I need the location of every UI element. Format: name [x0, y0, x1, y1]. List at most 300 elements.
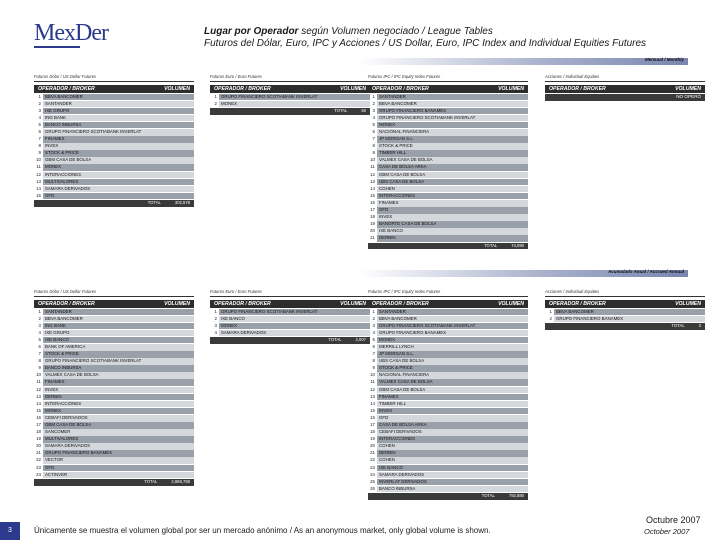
table-row — [34, 157, 194, 164]
row-rank: 12 — [36, 171, 41, 177]
page-subtitle: Futuros del Dólar, Euro, IPC y Acciones / US Dollar, Euro, IPC Index and Individual Equities Futures — [204, 38, 647, 49]
broker-name: MULTIVALORES — [43, 436, 194, 443]
title-rest: según Volumen negociado / League Tables — [298, 26, 493, 37]
row-rank: 20 — [370, 443, 375, 449]
total-label: TOTAL — [671, 323, 685, 329]
row-rank: 5 — [38, 121, 41, 127]
table-header — [545, 300, 705, 308]
table-row — [34, 136, 194, 143]
row-rank: 1 — [372, 308, 375, 314]
broker-name: GBM CASA DE BOLSA — [377, 387, 528, 394]
column-volume: VOLUMEN — [675, 301, 701, 307]
row-rank: 2 — [372, 100, 375, 106]
row-rank: 3 — [372, 107, 375, 113]
table-row — [368, 372, 528, 379]
row-rank: 16 — [36, 414, 41, 420]
column-broker: OPERADOR / BROKER — [549, 86, 606, 92]
row-rank: 1 — [214, 308, 217, 314]
table-row — [368, 330, 528, 337]
row-rank: 19 — [370, 221, 375, 227]
broker-name: ING BANK — [43, 323, 194, 330]
column-volume: VOLUMEN — [498, 301, 524, 307]
broker-name: BBVA BANCOMER — [554, 309, 705, 316]
row-rank: 18 — [36, 429, 41, 435]
broker-name: STOCK & PRICE — [377, 143, 528, 150]
page-title — [204, 26, 493, 37]
row-rank: 9 — [372, 150, 375, 156]
broker-name: IXE GRUPO — [43, 108, 194, 115]
table-row — [210, 330, 370, 337]
column-broker: OPERADOR / BROKER — [372, 301, 429, 307]
table-row — [34, 186, 194, 193]
broker-name: IXE BANCO — [219, 316, 370, 323]
row-rank: 13 — [370, 178, 375, 184]
column-volume: VOLUMEN — [164, 86, 190, 92]
broker-name: JP MORGAN S.L. — [377, 136, 528, 143]
section-band-label: Acumulado Anual / Accrued Annual — [607, 269, 684, 274]
row-rank: 7 — [372, 351, 375, 357]
broker-name: FINAMEX — [377, 200, 528, 207]
row-rank: 11 — [36, 164, 41, 170]
league-table-panel — [34, 289, 194, 486]
row-rank: 3 — [38, 322, 41, 328]
row-rank: 3 — [38, 107, 41, 113]
total-value: 302,578 — [174, 200, 190, 206]
broker-name: SANTANDER — [377, 94, 528, 101]
row-rank: 1 — [38, 308, 41, 314]
panel-title: Futuros IPC / IPC Equity Index Futures — [368, 289, 441, 294]
broker-name: GFD — [377, 415, 528, 422]
table-row — [34, 309, 194, 316]
table-row — [34, 323, 194, 330]
column-broker: OPERADOR / BROKER — [38, 86, 95, 92]
broker-name: NACIONAL FINANCIERA — [377, 372, 528, 379]
table-row — [368, 172, 528, 179]
broker-name: SAMARA DERIVADOS — [43, 443, 194, 450]
table-row — [545, 309, 705, 316]
table-row — [368, 193, 528, 200]
table-row — [34, 443, 194, 450]
table-row — [368, 344, 528, 351]
table-row — [368, 443, 528, 450]
table-row — [368, 94, 528, 101]
title-bold: Lugar por Operador — [204, 26, 299, 37]
broker-name: STOCK & PRICE — [377, 365, 528, 372]
broker-name: BBVA BANCOMER — [43, 94, 194, 101]
row-rank: 15 — [36, 192, 41, 198]
panel-divider — [368, 81, 528, 82]
footnote: Únicamente se muestra el volumen global por ser un mercado anónimo / As an anonymous market, only global volume is shown. — [34, 526, 491, 535]
table-row — [368, 186, 528, 193]
broker-name: VALMEX CASA DE BOLSA — [377, 157, 528, 164]
table-row — [368, 143, 528, 150]
broker-name: DERBIN — [377, 450, 528, 457]
row-rank: 8 — [38, 143, 41, 149]
panel-divider — [545, 296, 705, 297]
broker-name: BBVA BANCOMER — [377, 316, 528, 323]
panel-title: Acciones / Individual Equities — [545, 74, 600, 79]
broker-name: BANCO INBURSA — [377, 486, 528, 493]
table-row — [34, 415, 194, 422]
row-rank: 4 — [38, 329, 41, 335]
column-volume: VOLUMEN — [164, 301, 190, 307]
broker-name: UBS CASA DE BOLSA — [377, 179, 528, 186]
table-row — [34, 143, 194, 150]
league-table-panel — [210, 74, 370, 115]
table-row — [368, 228, 528, 235]
date-spanish: Octubre 2007 — [646, 515, 701, 525]
broker-name: SANCOMER — [43, 429, 194, 436]
panel-divider — [210, 81, 370, 82]
row-rank: 4 — [214, 329, 217, 335]
table-row — [210, 309, 370, 316]
broker-name: SANTANDER — [43, 101, 194, 108]
row-rank: 14 — [370, 185, 375, 191]
table-row — [368, 408, 528, 415]
row-rank: 17 — [370, 422, 375, 427]
table-row — [368, 157, 528, 164]
total-label: TOTAL — [147, 200, 161, 206]
row-rank: 17 — [36, 422, 41, 427]
broker-name: TIMBER HILL — [377, 150, 528, 157]
row-rank: 16 — [370, 414, 375, 420]
table-row — [34, 457, 194, 464]
broker-name: COHEN — [377, 443, 528, 450]
table-row — [210, 316, 370, 323]
table-row — [34, 387, 194, 394]
row-rank: 9 — [38, 365, 41, 371]
table-header — [368, 85, 528, 93]
row-rank: 2 — [372, 315, 375, 321]
broker-name: FINAMEX — [377, 394, 528, 401]
total-label: TOTAL — [484, 242, 498, 248]
table-row — [368, 351, 528, 358]
table-row — [368, 401, 528, 408]
table-row — [34, 108, 194, 115]
column-broker: OPERADOR / BROKER — [549, 301, 606, 307]
table-row — [34, 172, 194, 179]
table-row — [368, 235, 528, 242]
table-row — [34, 129, 194, 136]
row-rank: 4 — [372, 329, 375, 335]
row-rank: 6 — [372, 343, 375, 349]
league-table-panel — [368, 289, 528, 500]
row-rank: 1 — [549, 308, 552, 314]
broker-name: VECTOR — [43, 457, 194, 464]
table-row — [210, 101, 370, 108]
total-row — [368, 493, 528, 500]
row-rank: 26 — [370, 485, 375, 491]
table-row — [34, 379, 194, 386]
row-rank: 13 — [36, 178, 41, 184]
row-rank: 19 — [36, 436, 41, 442]
row-rank: 12 — [370, 171, 375, 177]
total-label: TOTAL — [144, 479, 158, 485]
row-rank: 20 — [370, 228, 375, 234]
table-row — [34, 344, 194, 351]
broker-name: MONEX — [43, 164, 194, 171]
broker-name: GFD — [43, 193, 194, 200]
broker-name: GRUPO FINANCIERO BANAMEX — [554, 316, 705, 323]
broker-name: VALMEX CASA DE BOLSA — [43, 372, 194, 379]
table-row — [34, 122, 194, 129]
row-rank: 15 — [370, 407, 375, 413]
broker-name: BANK OF AMERICA — [43, 344, 194, 351]
table-row — [545, 316, 705, 323]
row-rank: 14 — [36, 400, 41, 406]
row-rank: 1 — [214, 93, 217, 99]
broker-name: INVEX — [377, 408, 528, 415]
table-row — [210, 94, 370, 101]
row-rank: 21 — [36, 450, 41, 456]
league-tables — [28, 57, 701, 508]
table-row — [368, 309, 528, 316]
table-row — [368, 465, 528, 472]
league-table-panel — [545, 74, 705, 101]
broker-name: GBM CASA DE BOLSA — [43, 422, 194, 429]
total-value: 2,869,768 — [171, 479, 190, 485]
table-row — [34, 94, 194, 101]
broker-name: MONEX — [377, 122, 528, 129]
row-rank: 14 — [36, 185, 41, 191]
row-rank: 3 — [214, 322, 217, 328]
broker-name: ACTINVER — [43, 472, 194, 479]
column-broker: OPERADOR / BROKER — [38, 301, 95, 307]
broker-name: GRUPO FINANCIERO BANAMEX — [377, 108, 528, 115]
broker-name: JP MORGAN S.L. — [377, 351, 528, 358]
broker-name: SANTANDER — [43, 309, 194, 316]
table-header — [34, 300, 194, 308]
row-rank: 2 — [214, 100, 217, 106]
broker-name: FINAMEX — [43, 136, 194, 143]
row-rank: 10 — [370, 372, 375, 378]
row-rank: 23 — [370, 464, 375, 470]
row-rank: 13 — [36, 393, 41, 399]
broker-name: BANCO INBURSA — [43, 122, 194, 129]
row-rank: 15 — [36, 407, 41, 413]
row-rank: 1 — [38, 93, 41, 99]
broker-name: SAMARA DERIVADOS — [377, 472, 528, 479]
broker-name: SANTANDER — [377, 309, 528, 316]
table-row — [368, 129, 528, 136]
row-rank: 15 — [370, 192, 375, 198]
table-row — [368, 136, 528, 143]
table-row — [34, 394, 194, 401]
broker-name: INTERACCIONES — [43, 172, 194, 179]
broker-name: NACIONAL FINANCIERA — [377, 129, 528, 136]
row-rank: 7 — [38, 136, 41, 142]
total-value: 3 — [698, 323, 701, 329]
broker-name: MONEX — [377, 337, 528, 344]
row-rank: 6 — [38, 128, 41, 134]
row-rank: 2 — [214, 315, 217, 321]
panel-title: Futuros Euro / Euro Futures — [210, 289, 262, 294]
broker-name: GRUPO FINANCIERO SCOTIABANK INVERLAT — [219, 309, 370, 316]
row-rank: 19 — [370, 436, 375, 442]
row-rank: 10 — [36, 157, 41, 163]
broker-name: MULTIVALORES — [43, 179, 194, 186]
broker-name: STOCK & PRICE — [43, 150, 194, 157]
table-row — [34, 436, 194, 443]
broker-name: GRUPO FINANCIERO BANAMEX — [377, 330, 528, 337]
broker-name: BBVA BANCOMER — [43, 316, 194, 323]
table-row — [34, 150, 194, 157]
row-rank: 2 — [38, 100, 41, 106]
broker-name: INTERACCIONES — [377, 193, 528, 200]
row-rank: 8 — [372, 358, 375, 364]
broker-name: INTERACCIONES — [377, 436, 528, 443]
broker-name: COHEN — [377, 186, 528, 193]
table-row — [34, 429, 194, 436]
broker-name: INVERLAT DERIVADOS — [377, 479, 528, 486]
row-rank: 16 — [370, 199, 375, 205]
broker-name: VALMEX CASA DE BOLSA — [377, 379, 528, 386]
row-rank: 3 — [372, 322, 375, 328]
broker-name: IXE BANCO — [43, 337, 194, 344]
date-english: October 2007 — [644, 527, 690, 536]
column-volume: VOLUMEN — [340, 86, 366, 92]
table-row — [368, 122, 528, 129]
panel-divider — [34, 296, 194, 297]
logo-text: MexDer — [34, 20, 108, 46]
broker-name: MONEX — [219, 101, 370, 108]
row-rank: 23 — [36, 464, 41, 470]
table-row — [368, 323, 528, 330]
table-row — [34, 337, 194, 344]
table-row — [368, 200, 528, 207]
broker-name: UBS CASA DE BOLSA — [377, 358, 528, 365]
table-row — [368, 486, 528, 493]
panel-divider — [34, 81, 194, 82]
broker-name: GFD — [377, 207, 528, 214]
row-rank: 10 — [370, 157, 375, 163]
section-band — [28, 270, 688, 277]
row-rank: 14 — [370, 400, 375, 406]
row-rank: 5 — [372, 336, 375, 342]
table-row — [34, 372, 194, 379]
table-row — [368, 207, 528, 214]
broker-name: COHEN — [377, 457, 528, 464]
table-row — [368, 179, 528, 186]
row-rank: 17 — [370, 207, 375, 212]
broker-name: MONEX — [43, 408, 194, 415]
panel-divider — [545, 81, 705, 82]
table-row — [368, 150, 528, 157]
broker-name: CEBAFI DERIVADOS — [43, 415, 194, 422]
broker-name: GRUPO FINANCIERO SCOTIABANK INVERLAT — [377, 115, 528, 122]
row-rank: 2 — [38, 315, 41, 321]
table-row — [34, 401, 194, 408]
page-number: 3 — [0, 522, 20, 540]
table-row — [368, 394, 528, 401]
column-broker: OPERADOR / BROKER — [214, 86, 271, 92]
table-row — [34, 365, 194, 372]
section-band-label: Mensual / Monthly — [644, 57, 684, 62]
logo-underline — [34, 46, 80, 48]
broker-name: IXE GRUPO — [43, 330, 194, 337]
column-volume: VOLUMEN — [340, 301, 366, 307]
panel-title: Futuros IPC / IPC Equity Index Futures — [368, 74, 441, 79]
table-row — [34, 351, 194, 358]
row-rank: 18 — [370, 214, 375, 220]
table-row — [368, 115, 528, 122]
broker-name: GRUPO FINANCIERO SCOTIABANK INVERLAT — [219, 94, 370, 101]
broker-name: TIMBER HILL — [377, 401, 528, 408]
row-rank: 9 — [372, 365, 375, 371]
row-rank: 7 — [38, 351, 41, 357]
panel-divider — [368, 296, 528, 297]
table-header — [34, 85, 194, 93]
table-row — [34, 408, 194, 415]
league-table-panel — [545, 289, 705, 330]
table-row — [34, 193, 194, 200]
table-row — [368, 164, 528, 171]
table-row — [368, 221, 528, 228]
table-row — [34, 316, 194, 323]
row-rank: 12 — [36, 386, 41, 392]
mexder-logo — [34, 20, 108, 47]
broker-name: INVEX — [377, 214, 528, 221]
total-row — [210, 108, 370, 115]
broker-name: CEBAFI DERIVADOS — [377, 429, 528, 436]
table-row — [34, 115, 194, 122]
row-rank: 5 — [38, 336, 41, 342]
broker-name: BANCO INBURSA — [43, 365, 194, 372]
broker-name: GFD — [43, 465, 194, 472]
table-row — [34, 179, 194, 186]
row-rank: 8 — [372, 143, 375, 149]
table-row — [368, 365, 528, 372]
panel-title: Futuros Dólar / US Dollar Futures — [34, 289, 97, 294]
broker-name: CASA DE BOLSA ARKA — [377, 164, 528, 171]
row-rank: 4 — [372, 114, 375, 120]
table-row — [368, 379, 528, 386]
broker-name: IXE BANCO — [377, 228, 528, 235]
total-value: 2,007 — [355, 337, 366, 343]
table-row — [368, 450, 528, 457]
column-broker: OPERADOR / BROKER — [214, 301, 271, 307]
table-row — [368, 337, 528, 344]
league-table-panel — [368, 74, 528, 249]
table-row — [368, 436, 528, 443]
row-rank: 1 — [372, 93, 375, 99]
panel-divider — [210, 296, 370, 297]
row-rank: 22 — [36, 457, 41, 463]
panel-title: Acciones / Individual Equities — [545, 289, 600, 294]
row-rank: 11 — [370, 379, 375, 385]
total-label: TOTAL — [328, 337, 342, 343]
panel-title: Futuros Euro / Euro Futures — [210, 74, 262, 79]
broker-name: SAMARA DERIVADOS — [219, 330, 370, 337]
row-rank: 24 — [370, 471, 375, 477]
table-row — [34, 450, 194, 457]
row-rank: 11 — [370, 164, 375, 170]
broker-name: GRUPO FINANCIERO BANAMEX — [43, 450, 194, 457]
broker-name: MERRILL LYNCH — [377, 344, 528, 351]
table-header — [210, 85, 370, 93]
broker-name: GRUPO FINANCIERO SCOTIABANK INVERLAT — [43, 129, 194, 136]
table-row — [210, 323, 370, 330]
row-rank: 21 — [370, 450, 375, 456]
total-value: 792,880 — [508, 493, 524, 499]
row-rank: 5 — [372, 121, 375, 127]
table-row — [368, 387, 528, 394]
table-row — [34, 101, 194, 108]
row-rank: 20 — [36, 443, 41, 449]
row-rank: 13 — [370, 393, 375, 399]
panel-title: Futuros Dólar / US Dollar Futures — [34, 74, 97, 79]
broker-name: CASA DE BOLSA ARKA — [377, 422, 528, 429]
